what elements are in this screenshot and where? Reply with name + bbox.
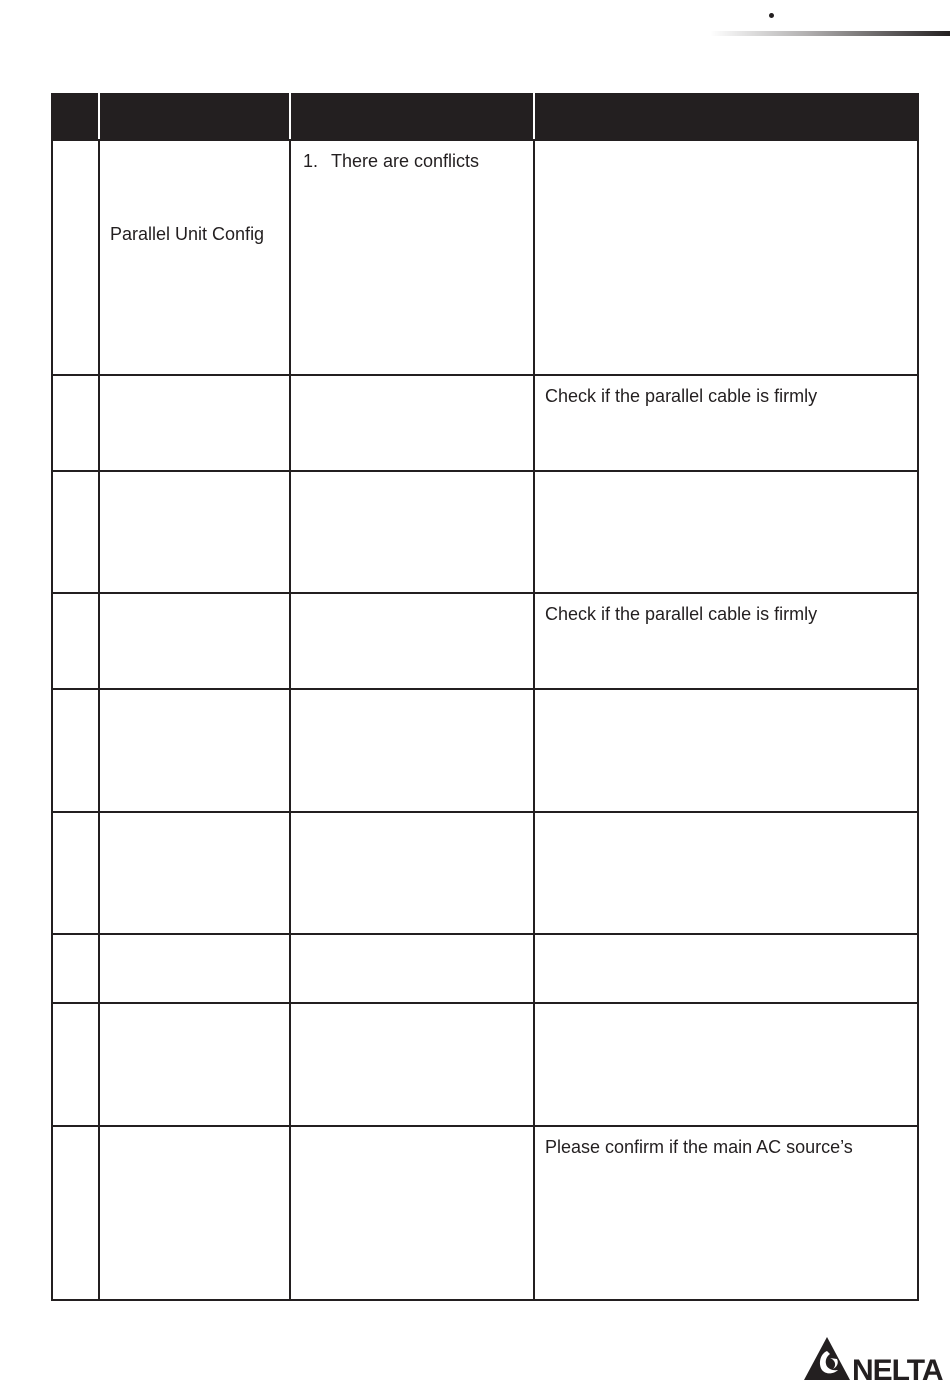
table <box>51 93 919 1301</box>
cause-list-item <box>291 141 533 172</box>
solution-cell <box>534 1003 918 1126</box>
item-text <box>100 594 289 603</box>
header-cell-item <box>99 94 290 140</box>
header-cell-solution <box>534 94 918 140</box>
item-text <box>100 935 289 944</box>
header-gradient-rule <box>710 31 950 36</box>
delta-logo-icon <box>800 1334 950 1384</box>
solution-text <box>535 935 917 944</box>
table-row <box>52 1126 918 1300</box>
cause-text <box>291 472 533 481</box>
row-number-cell <box>52 934 99 1003</box>
cause-text <box>291 935 533 944</box>
solution-cell <box>534 375 918 471</box>
header-bullet <box>769 13 774 18</box>
solution-text <box>535 141 917 150</box>
table-row <box>52 812 918 934</box>
table-row <box>52 934 918 1003</box>
solution-text: Check if the parallel cable is firmly <box>545 604 818 624</box>
table-row <box>52 375 918 471</box>
row-number-cell <box>52 140 99 375</box>
solution-cell <box>534 140 918 375</box>
solution-text <box>535 1004 917 1013</box>
cause-text <box>291 690 533 699</box>
cause-cell <box>290 140 534 375</box>
item-text <box>100 472 289 481</box>
cause-cell <box>290 934 534 1003</box>
cause-text <box>291 813 533 822</box>
header-cell-cause <box>290 94 534 140</box>
table-row <box>52 1003 918 1126</box>
item-text <box>100 690 289 699</box>
row-number-cell <box>52 471 99 593</box>
item-text <box>100 376 289 385</box>
item-cell <box>99 471 290 593</box>
cause-cell <box>290 689 534 812</box>
cause-cell <box>290 1126 534 1300</box>
table-header-row <box>52 94 918 140</box>
solution-text <box>535 690 917 699</box>
cause-text <box>291 1004 533 1013</box>
header-cell-no <box>52 94 99 140</box>
table-row <box>52 471 918 593</box>
solution-cell <box>534 593 918 689</box>
delta-logo <box>800 1334 950 1384</box>
solution-text <box>535 472 917 481</box>
item-cell <box>99 812 290 934</box>
row-number-cell <box>52 689 99 812</box>
solution-cell <box>534 471 918 593</box>
cause-cell <box>290 375 534 471</box>
cause-text <box>291 594 533 603</box>
logo-brand-text: NELTA <box>852 1354 943 1384</box>
cause-cell <box>290 812 534 934</box>
cause-text: There are conflicts <box>331 151 480 171</box>
item-cell <box>99 1003 290 1126</box>
solution-cell <box>534 689 918 812</box>
solution-cell <box>534 1126 918 1300</box>
table-row <box>52 689 918 812</box>
item-cell <box>99 593 290 689</box>
row-number-cell <box>52 812 99 934</box>
table-row <box>52 593 918 689</box>
row-number-cell <box>52 593 99 689</box>
item-cell <box>99 1126 290 1300</box>
solution-cell <box>534 934 918 1003</box>
item-text <box>100 813 289 822</box>
solution-cell <box>534 812 918 934</box>
list-number: 1. <box>303 151 319 171</box>
item-text <box>100 1004 289 1013</box>
cause-cell <box>290 593 534 689</box>
item-cell <box>99 375 290 471</box>
cause-cell <box>290 471 534 593</box>
row-number-cell <box>52 1003 99 1126</box>
item-cell <box>99 140 290 375</box>
cause-text <box>291 376 533 385</box>
solution-text: Please confirm if the main AC source’s <box>545 1137 853 1157</box>
cause-text <box>291 1127 533 1136</box>
troubleshooting-table <box>51 93 917 1301</box>
solution-text <box>535 813 917 822</box>
item-cell <box>99 689 290 812</box>
item-cell <box>99 934 290 1003</box>
row-number-cell <box>52 1126 99 1300</box>
table-row <box>52 140 918 375</box>
item-text <box>100 1127 289 1136</box>
row-number-cell <box>52 375 99 471</box>
cause-cell <box>290 1003 534 1126</box>
solution-text: Check if the parallel cable is firmly <box>545 386 818 406</box>
item-text: Parallel Unit Config <box>110 223 265 244</box>
